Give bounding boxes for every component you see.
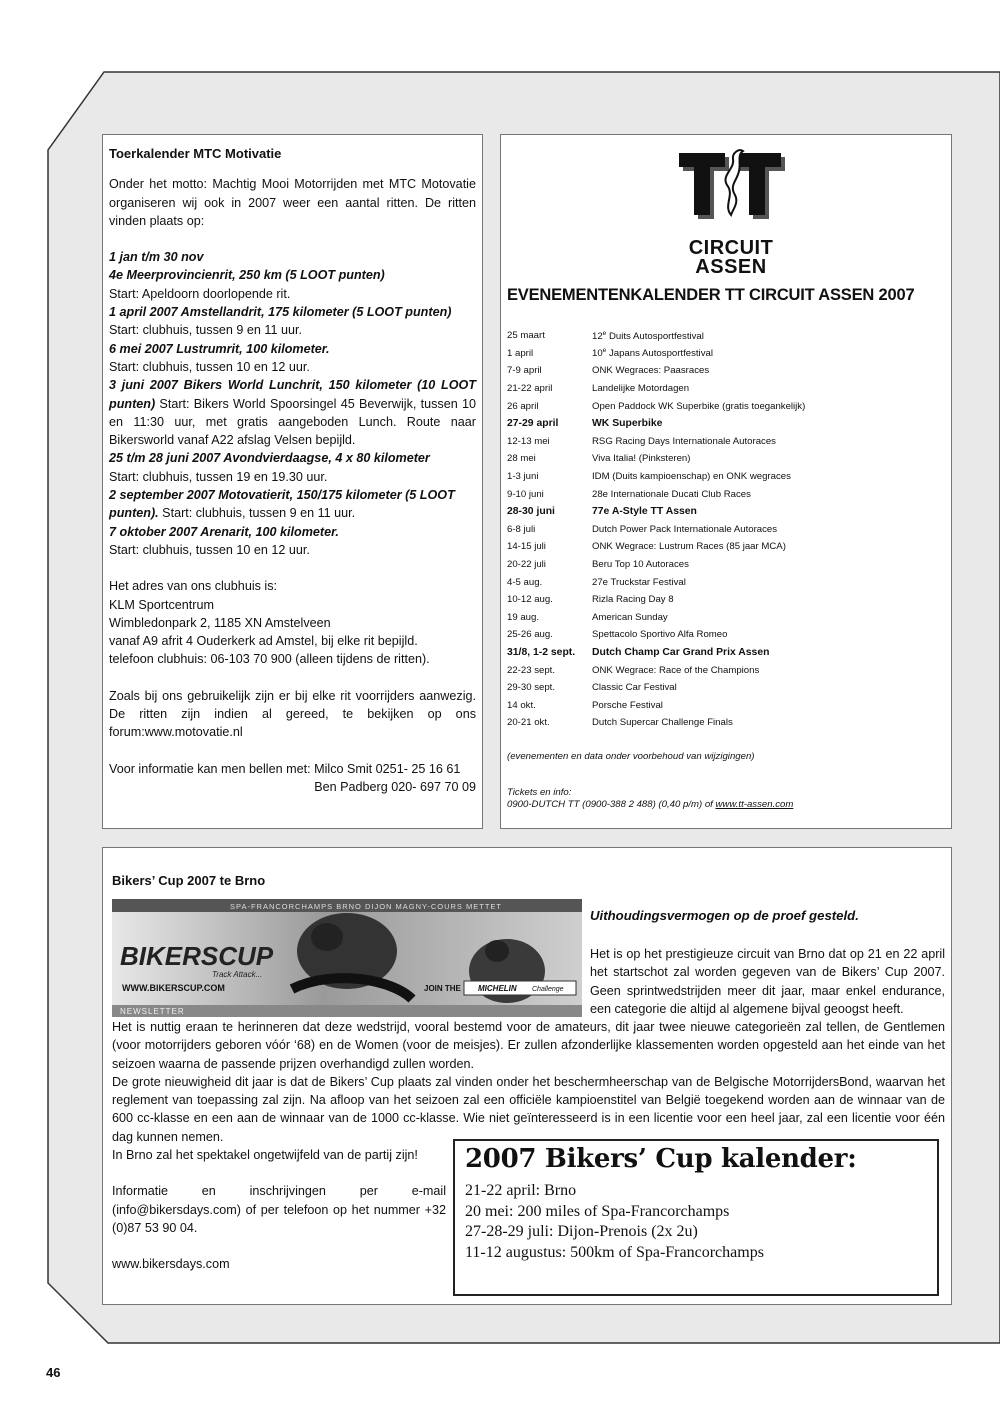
tour-note: Zoals bij ons gebruikelijk zijn er bij elke rit voorrijders aanwezig. De ritten zijn indien al gereed, te bekijken op ons forum:www.motovatie.nl bbox=[109, 688, 476, 740]
cup-paragraph: Het is nuttig eraan te herinneren dat deze wedstrijd, vooral bestemd voor de amateurs, dit jaar twee nieuwe categorieën zal tellen, de Gentlemen (voor motorrijders geboren vóór ‘68) en de Women (voor de meisjes). Er zullen afzonderlijke klassementen worden opgesteld aan het einde van het seizoen waarna de passende prijzen overhandigd zullen worden. bbox=[112, 1020, 945, 1071]
tt-website-link[interactable]: www.tt-assen.com bbox=[715, 799, 794, 810]
cup-calendar-item: 21-22 april: Brno bbox=[465, 1182, 577, 1200]
tt-event-list bbox=[507, 327, 947, 732]
tour-ride: 1 april 2007 Amstellandrit, 175 kilometer (5 LOOT punten) Start: clubhuis, tussen 9 en 11 uur. bbox=[109, 305, 452, 338]
cup-paragraph: In Brno zal het spektakel ongetwijfeld van de partij zijn! bbox=[112, 1148, 418, 1162]
tt-heading: EVENEMENTENKALENDER TT CIRCUIT ASSEN 2007 bbox=[507, 286, 915, 304]
cup-calendar-title: 2007 Bikers’ Cup kalender: bbox=[465, 1144, 857, 1174]
tour-ride: 1 jan t/m 30 nov bbox=[109, 250, 204, 265]
tt-event-row: 10-12 aug. Rizla Racing Day 8 bbox=[507, 594, 674, 606]
cup-calendar-item: 11-12 augustus: 500km of Spa-Francorchamps bbox=[465, 1243, 764, 1261]
tt-event-row: 7-9 april ONK Wegraces: Paasraces bbox=[507, 365, 710, 377]
cup-calendar-item: 20 mei: 200 miles of Spa-Francorchamps bbox=[465, 1202, 730, 1220]
banner-sponsor: MICHELIN bbox=[478, 984, 517, 993]
cup-intro: Het is op het prestigieuze circuit van Brno dat op 21 en 22 april het startschot zal worden gegeven van de Bikers’ Cup 2007. Geen sprintwedstrijden meer dit jaar, maar enkel endurance, een categorie die altijd al algemene bijval geoogst heeft. bbox=[590, 947, 945, 1016]
tt-event-row: 9-10 juni 28e Internationale Ducati Club Races bbox=[507, 488, 751, 500]
banner-circuits: SPA-FRANCORCHAMPS BRNO DIJON MAGNY-COURS METTET bbox=[230, 902, 503, 911]
bikers-cup-banner-image bbox=[112, 899, 582, 1017]
tt-event-row: 12-13 mei RSG Racing Days Internationale Autoraces bbox=[507, 435, 776, 447]
cup-paragraph: De grote nieuwigheid dit jaar is dat de Bikers’ Cup plaats zal vinden onder het beschermheerschap van de Belgische MotorrijdersBond, waarvan het reglement van toepassing zal zijn. Na afloop van het seizoen zal een officiële kampioenstitel van België toegekend worden aan de winnaar van de 600 cc-klasse en een aan de winnaar van de 1000 cc-klasse. Wie niet geïnteresseerd is in een licentie voor een heel jaar, zal een licentie voor één dag kunnen nemen. bbox=[112, 1074, 945, 1144]
tt-event-row: 29-30 sept. Classic Car Festival bbox=[507, 682, 677, 694]
tour-address-intro: Het adres van ons clubhuis is: bbox=[109, 579, 278, 594]
tour-ride: 3 juni 2007 Bikers World Lunchrit, 150 kilometer (10 LOOT punten) Start: Bikers World Spoorsingel 45 Beverwijk, tussen 10 en 11:30 uur, met gratis aangeboden Lunch. Route naar Bikersworld vanaf A22 afslag Velsen bepijld. bbox=[109, 378, 476, 448]
tour-ride: 2 september 2007 Motovatierit, 150/175 kilometer (5 LOOT punten). Start: clubhuis, tussen 9 en 11 uur. bbox=[109, 488, 455, 521]
banner-logo: BIKERSCUP bbox=[120, 941, 274, 971]
tour-contact-2: Ben Padberg 020- 697 70 09 bbox=[314, 779, 476, 794]
banner-challenge: Challenge bbox=[532, 986, 564, 993]
cup-calendar-box bbox=[453, 1139, 939, 1296]
tour-contact: Voor informatie kan men bellen met: Milco Smit 0251- 25 16 61 bbox=[109, 761, 461, 776]
tt-event-row-highlight: 27-29 april WK Superbike bbox=[507, 418, 663, 430]
tt-event-row: 1-3 juni IDM (Duits kampioenschap) en ONK wegraces bbox=[507, 471, 791, 483]
tt-event-row: 1 april 10e Japans Autosportfestival bbox=[507, 347, 713, 360]
tt-event-row: 4-5 aug. 27e Truckstar Festival bbox=[507, 576, 686, 588]
bikers-cup-box bbox=[102, 847, 952, 1305]
tour-address-line: vanaf A9 afrit 4 Ouderkerk ad Amstel, bij elke rit bepijld. bbox=[109, 634, 418, 649]
tour-title: Toerkalender MTC Motivatie bbox=[109, 146, 282, 161]
tt-event-row: 25 maart 12e Duits Autosportfestival bbox=[507, 329, 704, 342]
banner-newsletter: NEWSLETTER bbox=[120, 1007, 185, 1016]
tour-address-line: KLM Sportcentrum bbox=[109, 597, 214, 612]
tt-assen-box bbox=[500, 134, 952, 829]
tt-event-row: 26 april Open Paddock WK Superbike (gratis toegankelijk) bbox=[507, 400, 806, 412]
page-number: 46 bbox=[46, 1365, 61, 1380]
tt-event-row: 25-26 aug. Spettacolo Sportivo Alfa Romeo bbox=[507, 629, 728, 641]
tt-event-row: 20-21 okt. Dutch Supercar Challenge Finals bbox=[507, 717, 733, 729]
tour-address-line: telefoon clubhuis: 06-103 70 900 (alleen tijdens de ritten). bbox=[109, 652, 430, 667]
tour-calendar-box bbox=[102, 134, 483, 829]
tt-event-row: 19 aug. American Sunday bbox=[507, 611, 668, 623]
banner-url: WWW.BIKERSCUP.COM bbox=[122, 983, 225, 993]
cup-title: Bikers’ Cup 2007 te Brno bbox=[112, 873, 266, 888]
banner-tagline: Track Attack... bbox=[212, 970, 263, 979]
tt-tickets-info: Tickets en info: 0900-DUTCH TT (0900-388 2 488) (0,40 p/m) of www.tt-assen.com bbox=[507, 787, 794, 810]
cup-website-link[interactable]: www.bikersdays.com bbox=[112, 1257, 230, 1272]
tour-ride: 25 t/m 28 juni 2007 Avondvierdaagse, 4 x 80 kilometer Start: clubhuis, tussen 19 en 19.30 uur. bbox=[109, 451, 430, 484]
tt-event-row: 14 okt. Porsche Festival bbox=[507, 699, 663, 711]
cup-subtitle: Uithoudingsvermogen op de proef gesteld. bbox=[590, 908, 859, 923]
tt-event-row-highlight: 28-30 juni 77e A-Style TT Assen bbox=[507, 506, 697, 518]
cup-extra bbox=[112, 1146, 446, 1273]
tt-event-row: 14-15 juli ONK Wegrace: Lustrum Races (85 jaar MCA) bbox=[507, 541, 786, 553]
tt-logo-icon bbox=[677, 145, 787, 223]
cup-body bbox=[112, 1018, 945, 1146]
tt-event-row: 28 mei Viva Italia! (Pinksteren) bbox=[507, 453, 691, 465]
tt-event-row: 21-22 april Landelijke Motordagen bbox=[507, 383, 690, 395]
tt-disclaimer: (evenementen en data onder voorbehoud van wijzigingen) bbox=[507, 751, 755, 762]
cup-info: Informatie en inschrijvingen per e-mail (info@bikersdays.com) of per telefoon op het nummer +32 (0)87 53 90 04. bbox=[112, 1184, 446, 1235]
banner-join: JOIN THE bbox=[424, 984, 461, 993]
tt-event-row: 6-8 juli Dutch Power Pack Internationale Autoraces bbox=[507, 523, 778, 535]
tour-intro: Onder het motto: Machtig Mooi Motorrijden met MTC Motovatie organiseren wij ook in 2007 weer een aantal ritten. De ritten vinden plaats op: bbox=[109, 177, 476, 228]
tour-ride: 6 mei 2007 Lustrumrit, 100 kilometer. Start: clubhuis, tussen 10 en 12 uur. bbox=[109, 341, 330, 374]
cup-calendar-item: 27-28-29 juli: Dijon-Prenois (2x 2u) bbox=[465, 1223, 698, 1241]
tt-event-row-highlight: 31/8, 1-2 sept. Dutch Champ Car Grand Prix Assen bbox=[507, 646, 770, 658]
tt-event-row: 20-22 juli Beru Top 10 Autoraces bbox=[507, 559, 689, 571]
tour-address-line: Wimbledonpark 2, 1185 XN Amstelveen bbox=[109, 615, 331, 630]
tour-ride: 7 oktober 2007 Arenarit, 100 kilometer. Start: clubhuis, tussen 10 en 12 uur. bbox=[109, 524, 339, 557]
tour-ride: 4e Meerprovincienrit, 250 km (5 LOOT punten) Start: Apeldoorn doorlopende rit. bbox=[109, 268, 385, 301]
tt-event-row: 22-23 sept. ONK Wegrace: Race of the Champions bbox=[507, 664, 760, 676]
tt-logo-wordmark: CIRCUIT ASSEN bbox=[688, 237, 774, 278]
